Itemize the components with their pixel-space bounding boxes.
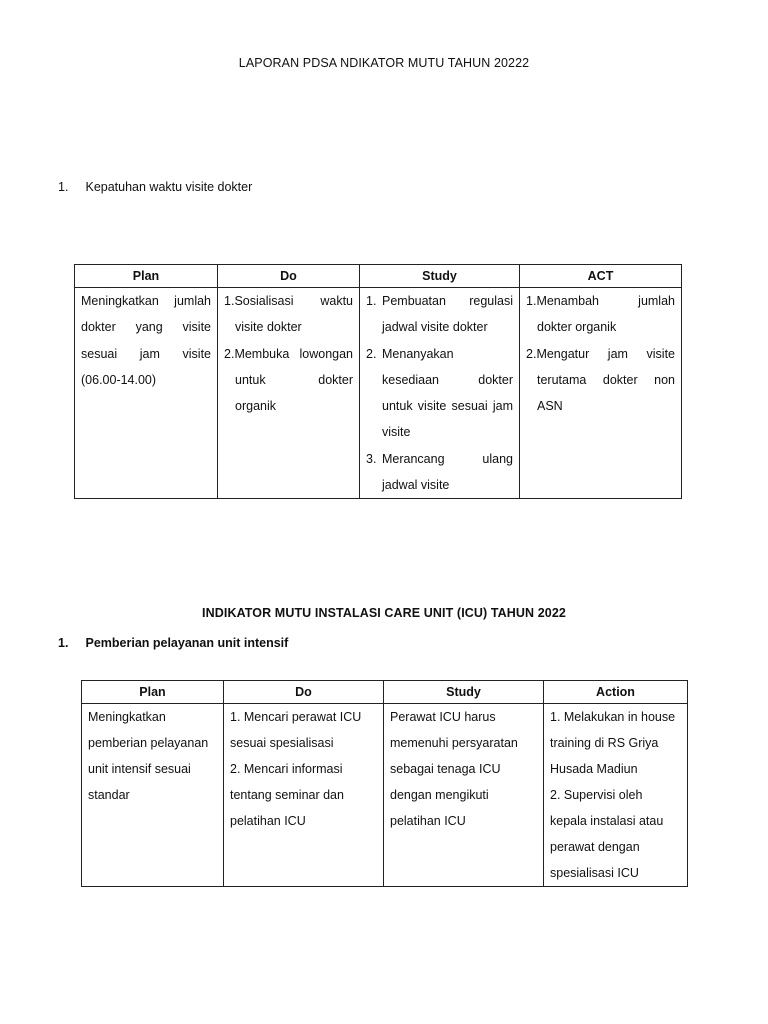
section2-title: INDIKATOR MUTU INSTALASI CARE UNIT (ICU) TAHUN 2022 [202,606,566,620]
cell-line: pemberian pelayanan [88,736,209,750]
cell-line: Menambah jumlah [536,294,675,308]
cell-do [224,704,384,887]
cell-study [360,288,520,499]
cell-line: untuk dokter [235,372,353,387]
cell-line: spesialisasi ICU [550,866,639,880]
cell-line: Meningkatkan [88,710,166,724]
table-header-row [82,681,688,704]
pdsa-table-visite [74,264,682,499]
header-plan: Plan [75,265,218,288]
pdsa-table-icu [81,680,688,887]
cell-line: perawat dengan [550,840,640,854]
cell-line: jadwal visite [382,478,450,493]
list-number: 3. [366,451,377,466]
cell-line: 2. Mencari informasi [230,762,343,776]
report-title: LAPORAN PDSA NDIKATOR MUTU TAHUN 20222 [238,56,530,70]
section1-heading [58,180,252,194]
header-act: ACT [520,265,682,288]
section2-number: 1. [58,636,69,650]
cell-line: Menanyakan [382,346,454,361]
cell-line: pelatihan ICU [230,814,306,828]
cell-action [544,704,688,887]
header-do: Do [218,265,360,288]
cell-line: sesuai jam visite [81,346,211,361]
cell-line: 1. Melakukan in house [550,710,676,724]
section1-number: 1. [58,180,69,194]
cell-line: 1. Mencari perawat ICU [230,710,362,724]
cell-act [520,288,682,499]
cell-line: terutama dokter non [537,372,675,387]
cell-line: organik [235,399,276,414]
header-study: Study [384,681,544,704]
cell-do [218,288,360,499]
cell-line: sebagai tenaga ICU [390,762,501,776]
cell-line: dengan mengikuti [390,788,489,802]
cell-line: Perawat ICU harus [390,710,496,724]
cell-line: Sosialisasi waktu [234,294,353,308]
cell-line: standar [88,788,130,802]
section1-heading-text: Kepatuhan waktu visite dokter [85,180,253,194]
cell-line: Merancang ulang [382,451,513,466]
list-number: 1. [366,294,377,308]
section2-heading [58,636,288,650]
cell-study [384,704,544,887]
cell-line: Husada Madiun [550,762,638,776]
cell-line: unit intensif sesuai [88,762,191,776]
header-do: Do [224,681,384,704]
cell-line: visite [382,425,411,440]
list-number: 1. [224,294,235,308]
cell-line: Pembuatan regulasi [382,294,513,308]
cell-line: kepala instalasi atau [550,814,664,828]
cell-line: kesediaan dokter [382,372,513,387]
header-study: Study [360,265,520,288]
header-action: Action [544,681,688,704]
list-number: 2. [526,346,537,361]
cell-plan [82,704,224,887]
cell-line: training di RS Griya [550,736,659,750]
table-header-row [75,265,682,288]
cell-line: ASN [537,399,563,414]
cell-line: pelatihan ICU [390,814,466,828]
cell-line: memenuhi persyaratan [390,736,518,750]
cell-line: Membuka lowongan [234,346,353,361]
list-number: 2. [366,346,377,361]
table-row [75,288,682,499]
cell-line: jadwal visite dokter [382,320,488,335]
cell-line: Mengatur jam visite [536,346,675,361]
list-number: 2. [224,346,235,361]
cell-line: 2. Supervisi oleh [550,788,643,802]
cell-line: dokter yang visite [81,320,211,335]
section2-heading-text: Pemberian pelayanan unit intensif [85,636,289,650]
cell-line: sesuai spesialisasi [230,736,334,750]
cell-line: untuk visite sesuai jam [382,399,513,414]
table-row [82,704,688,887]
header-plan: Plan [82,681,224,704]
cell-line: (06.00-14.00) [81,372,157,387]
list-number: 1. [526,294,537,308]
cell-line: dokter organik [537,320,617,335]
cell-line: visite dokter [235,320,302,335]
cell-plan [75,288,218,499]
cell-line: Meningkatkan jumlah [81,294,211,308]
cell-line: tentang seminar dan [230,788,344,802]
